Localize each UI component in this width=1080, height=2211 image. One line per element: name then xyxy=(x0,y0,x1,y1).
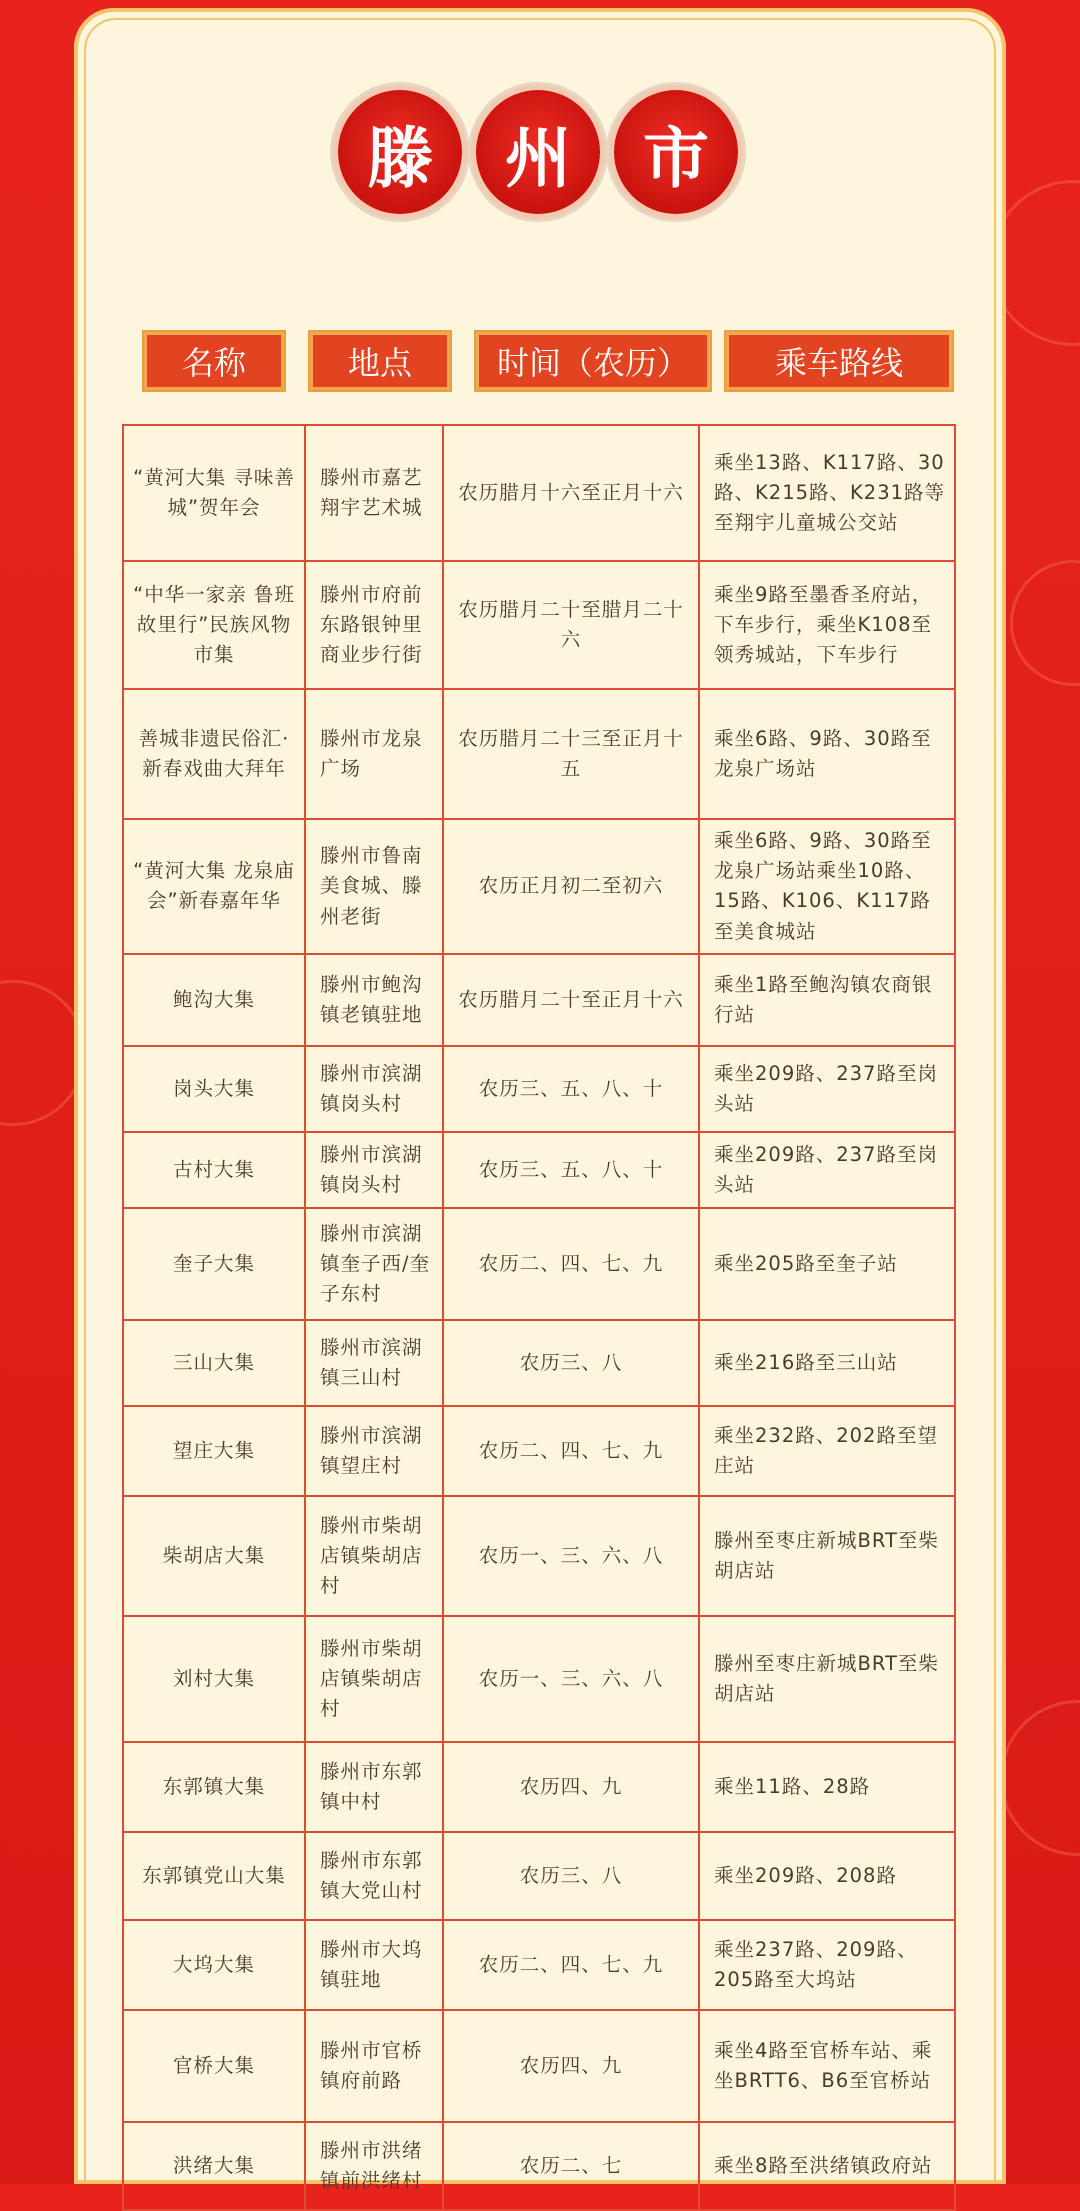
market-place: 滕州市嘉艺翔宇艺术城 xyxy=(305,425,443,561)
market-time: 农历三、五、八、十 xyxy=(443,1046,699,1132)
market-table xyxy=(122,424,956,2211)
market-place: 滕州市府前东路银钟里商业步行街 xyxy=(305,561,443,689)
market-route: 滕州至枣庄新城BRT至柴胡店站 xyxy=(699,1496,955,1616)
table-header xyxy=(142,330,952,390)
market-time: 农历三、八 xyxy=(443,1320,699,1406)
market-place: 滕州市东郭镇大党山村 xyxy=(305,1832,443,1920)
header-name: 名称 xyxy=(142,330,286,392)
table-row xyxy=(123,1406,955,1496)
cloud-pattern xyxy=(1000,1700,1080,1856)
table-row xyxy=(123,2122,955,2210)
market-route: 乘坐216路至三山站 xyxy=(699,1320,955,1406)
header-route: 乘车路线 xyxy=(724,330,954,392)
market-name: “中华一家亲 鲁班故里行”民族风物市集 xyxy=(123,561,305,689)
market-place: 滕州市滨湖镇望庄村 xyxy=(305,1406,443,1496)
table-row xyxy=(123,561,955,689)
market-time: 农历二、四、七、九 xyxy=(443,1208,699,1320)
table-body xyxy=(123,425,955,2210)
table-row xyxy=(123,1920,955,2010)
market-time: 农历腊月二十三至正月十五 xyxy=(443,689,699,819)
market-name: 大坞大集 xyxy=(123,1920,305,2010)
market-place: 滕州市滨湖镇奎子西/奎子东村 xyxy=(305,1208,443,1320)
market-route: 乘坐11路、28路 xyxy=(699,1742,955,1832)
market-time: 农历三、五、八、十 xyxy=(443,1132,699,1208)
market-name: “黄河大集 龙泉庙会”新春嘉年华 xyxy=(123,819,305,954)
title-badge xyxy=(338,90,462,214)
market-place: 滕州市滨湖镇岗头村 xyxy=(305,1046,443,1132)
market-name: 官桥大集 xyxy=(123,2010,305,2122)
market-name: 刘村大集 xyxy=(123,1616,305,1742)
market-time: 农历四、九 xyxy=(443,1742,699,1832)
market-name: 善城非遗民俗汇·新春戏曲大拜年 xyxy=(123,689,305,819)
market-route: 乘坐6路、9路、30路至龙泉广场站 xyxy=(699,689,955,819)
market-name: 奎子大集 xyxy=(123,1208,305,1320)
market-route: 乘坐4路至官桥车站、乘坐BRTT6、B6至官桥站 xyxy=(699,2010,955,2122)
market-name: 东郭镇大集 xyxy=(123,1742,305,1832)
table-row xyxy=(123,1832,955,1920)
table-row xyxy=(123,819,955,954)
table-row xyxy=(123,2010,955,2122)
market-route: 乘坐232路、202路至望庄站 xyxy=(699,1406,955,1496)
market-name: 三山大集 xyxy=(123,1320,305,1406)
title-badge xyxy=(476,90,600,214)
page-title xyxy=(338,78,738,238)
market-time: 农历三、八 xyxy=(443,1832,699,1920)
market-time: 农历二、四、七、九 xyxy=(443,1406,699,1496)
market-route: 乘坐205路至奎子站 xyxy=(699,1208,955,1320)
market-time: 农历腊月二十至正月十六 xyxy=(443,954,699,1046)
market-route: 乘坐1路至鲍沟镇农商银行站 xyxy=(699,954,955,1046)
title-char: 州 xyxy=(505,119,571,197)
market-place: 滕州市官桥镇府前路 xyxy=(305,2010,443,2122)
market-place: 滕州市龙泉广场 xyxy=(305,689,443,819)
market-place: 滕州市大坞镇驻地 xyxy=(305,1920,443,2010)
market-route: 乘坐6路、9路、30路至龙泉广场站乘坐10路、15路、K106、K117路至美食城站 xyxy=(699,819,955,954)
market-route: 乘坐209路、208路 xyxy=(699,1832,955,1920)
market-place: 滕州市洪绪镇前洪绪村 xyxy=(305,2122,443,2210)
market-place: 滕州市滨湖镇三山村 xyxy=(305,1320,443,1406)
market-time: 农历正月初二至初六 xyxy=(443,819,699,954)
title-badge xyxy=(614,90,738,214)
table-row xyxy=(123,1320,955,1406)
market-route: 乘坐209路、237路至岗头站 xyxy=(699,1132,955,1208)
market-route: 乘坐9路至墨香圣府站，下车步行，乘坐K108至领秀城站，下车步行 xyxy=(699,561,955,689)
market-time: 农历腊月二十至腊月二十六 xyxy=(443,561,699,689)
market-place: 滕州市滨湖镇岗头村 xyxy=(305,1132,443,1208)
table-row xyxy=(123,1742,955,1832)
market-time: 农历二、四、七、九 xyxy=(443,1920,699,2010)
market-name: 柴胡店大集 xyxy=(123,1496,305,1616)
market-route: 滕州至枣庄新城BRT至柴胡店站 xyxy=(699,1616,955,1742)
market-name: “黄河大集 寻味善城”贺年会 xyxy=(123,425,305,561)
market-place: 滕州市柴胡店镇柴胡店村 xyxy=(305,1496,443,1616)
table-row xyxy=(123,1046,955,1132)
table-row xyxy=(123,954,955,1046)
market-time: 农历一、三、六、八 xyxy=(443,1496,699,1616)
title-char: 滕 xyxy=(367,119,433,197)
title-char: 市 xyxy=(643,119,709,197)
market-name: 东郭镇党山大集 xyxy=(123,1832,305,1920)
market-name: 鲍沟大集 xyxy=(123,954,305,1046)
market-route: 乘坐237路、209路、205路至大坞站 xyxy=(699,1920,955,2010)
market-name: 洪绪大集 xyxy=(123,2122,305,2210)
cloud-pattern xyxy=(1010,560,1080,686)
table-row xyxy=(123,1132,955,1208)
header-place: 地点 xyxy=(308,330,452,392)
market-name: 古村大集 xyxy=(123,1132,305,1208)
table-row xyxy=(123,1496,955,1616)
table-row xyxy=(123,1616,955,1742)
market-place: 滕州市柴胡店镇柴胡店村 xyxy=(305,1616,443,1742)
table-row xyxy=(123,1208,955,1320)
market-name: 岗头大集 xyxy=(123,1046,305,1132)
market-time: 农历一、三、六、八 xyxy=(443,1616,699,1742)
market-time: 农历腊月十六至正月十六 xyxy=(443,425,699,561)
table-row xyxy=(123,425,955,561)
header-time: 时间（农历） xyxy=(474,330,712,392)
market-route: 乘坐8路至洪绪镇政府站 xyxy=(699,2122,955,2210)
market-place: 滕州市东郭镇中村 xyxy=(305,1742,443,1832)
market-time: 农历四、九 xyxy=(443,2010,699,2122)
market-route: 乘坐13路、K117路、30路、K215路、K231路等至翔宇儿童城公交站 xyxy=(699,425,955,561)
market-place: 滕州市鲁南美食城、滕州老街 xyxy=(305,819,443,954)
market-place: 滕州市鲍沟镇老镇驻地 xyxy=(305,954,443,1046)
market-route: 乘坐209路、237路至岗头站 xyxy=(699,1046,955,1132)
table-row xyxy=(123,689,955,819)
market-name: 望庄大集 xyxy=(123,1406,305,1496)
market-time: 农历二、七 xyxy=(443,2122,699,2210)
